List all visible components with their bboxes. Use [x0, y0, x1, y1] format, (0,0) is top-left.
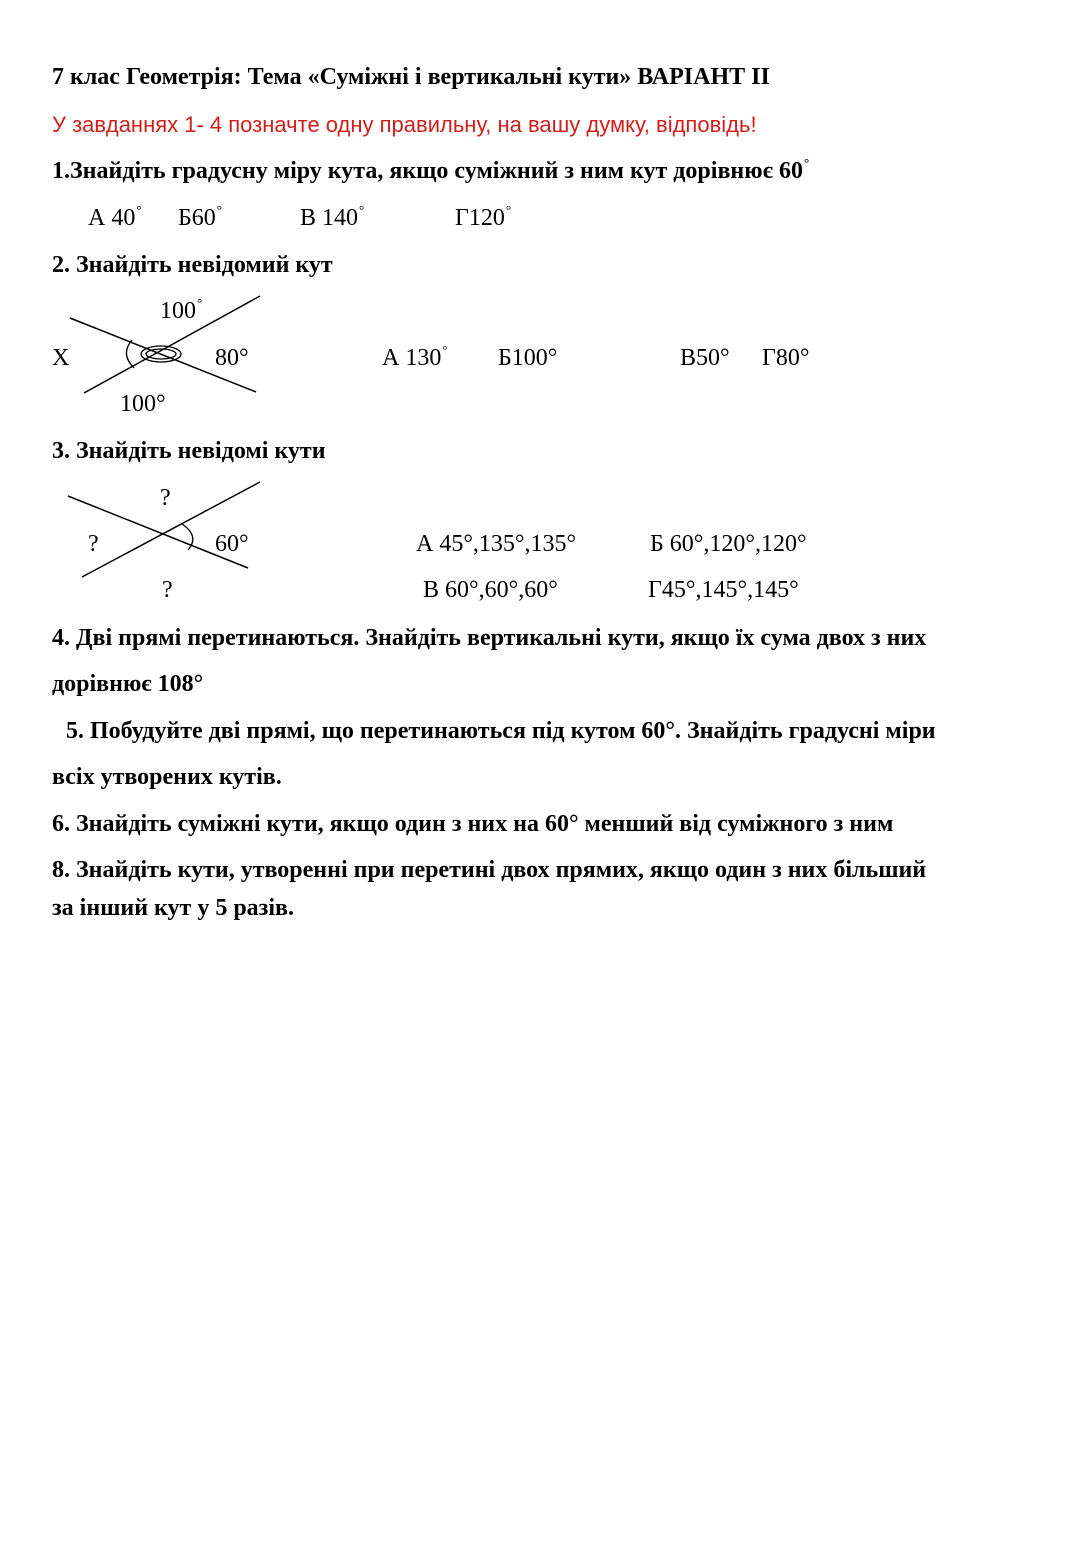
question-1-option-g: Г120°	[455, 202, 512, 231]
question-4-line-1: 4. Дві прямі перетинаються. Знайдіть вертикальні кути, якщо їх сума двох з них	[52, 625, 927, 651]
question-3-label-bottom: ?	[162, 577, 173, 603]
question-3-text: 3. Знайдіть невідомі кути	[52, 438, 326, 464]
question-2-label-x: Х	[52, 345, 70, 371]
question-3-option-b: Б 60°,120°,120°	[650, 531, 807, 557]
question-5-line-2: всіх утворених кутів.	[52, 764, 282, 790]
degree-mark: °	[803, 155, 810, 170]
question-1-option-v: В 140°	[300, 202, 365, 231]
question-4-line-2: дорівнює 108°	[52, 671, 204, 697]
question-2-label-right: 80°	[215, 345, 249, 371]
question-3-option-a: А 45°,135°,135°	[416, 531, 577, 557]
question-2-option-b: Б100°	[498, 345, 558, 371]
question-2-option-a: А 130°	[382, 342, 448, 371]
angle-arc	[182, 524, 193, 550]
question-3-label-top: ?	[160, 485, 171, 511]
instruction-text: У завданнях 1- 4 позначте одну правильну, на вашу думку, відповідь!	[52, 112, 757, 137]
angle-arc	[126, 340, 134, 368]
question-1	[52, 155, 810, 185]
question-6-text: 6. Знайдіть суміжні кути, якщо один з них на 60° менший від суміжного з ним	[52, 811, 894, 837]
question-2-text: 2. Знайдіть невідомий кут	[52, 252, 333, 278]
question-3-option-v: В 60°,60°,60°	[423, 577, 558, 603]
page-title: 7 клас Геометрія: Тема «Суміжні і вертикальні кути» ВАРІАНТ ІІ	[52, 64, 770, 90]
question-2-label-bottom: 100°	[120, 391, 166, 417]
question-3-option-g: Г45°,145°,145°	[648, 577, 799, 603]
question-1-option-a: А 40°	[88, 202, 142, 231]
question-2-option-g: Г80°	[762, 345, 810, 371]
question-2-label-top: 100°	[160, 295, 203, 324]
question-8-line-2: за інший кут у 5 разів.	[52, 895, 294, 921]
question-1-option-b: Б60°	[178, 202, 222, 231]
question-5-line-1: 5. Побудуйте дві прямі, що перетинаються під кутом 60°. Знайдіть градусні міри	[66, 718, 936, 744]
question-1-text: 1.Знайдіть градусну міру кута, якщо суміжний з ним кут дорівнює 60	[52, 158, 803, 184]
question-3-label-right: 60°	[215, 531, 249, 557]
question-8-line-1: 8. Знайдіть кути, утворенні при перетині двох прямих, якщо один з них більший	[52, 857, 927, 883]
question-3-label-left: ?	[88, 531, 99, 557]
question-2-option-v: В50°	[680, 345, 730, 371]
